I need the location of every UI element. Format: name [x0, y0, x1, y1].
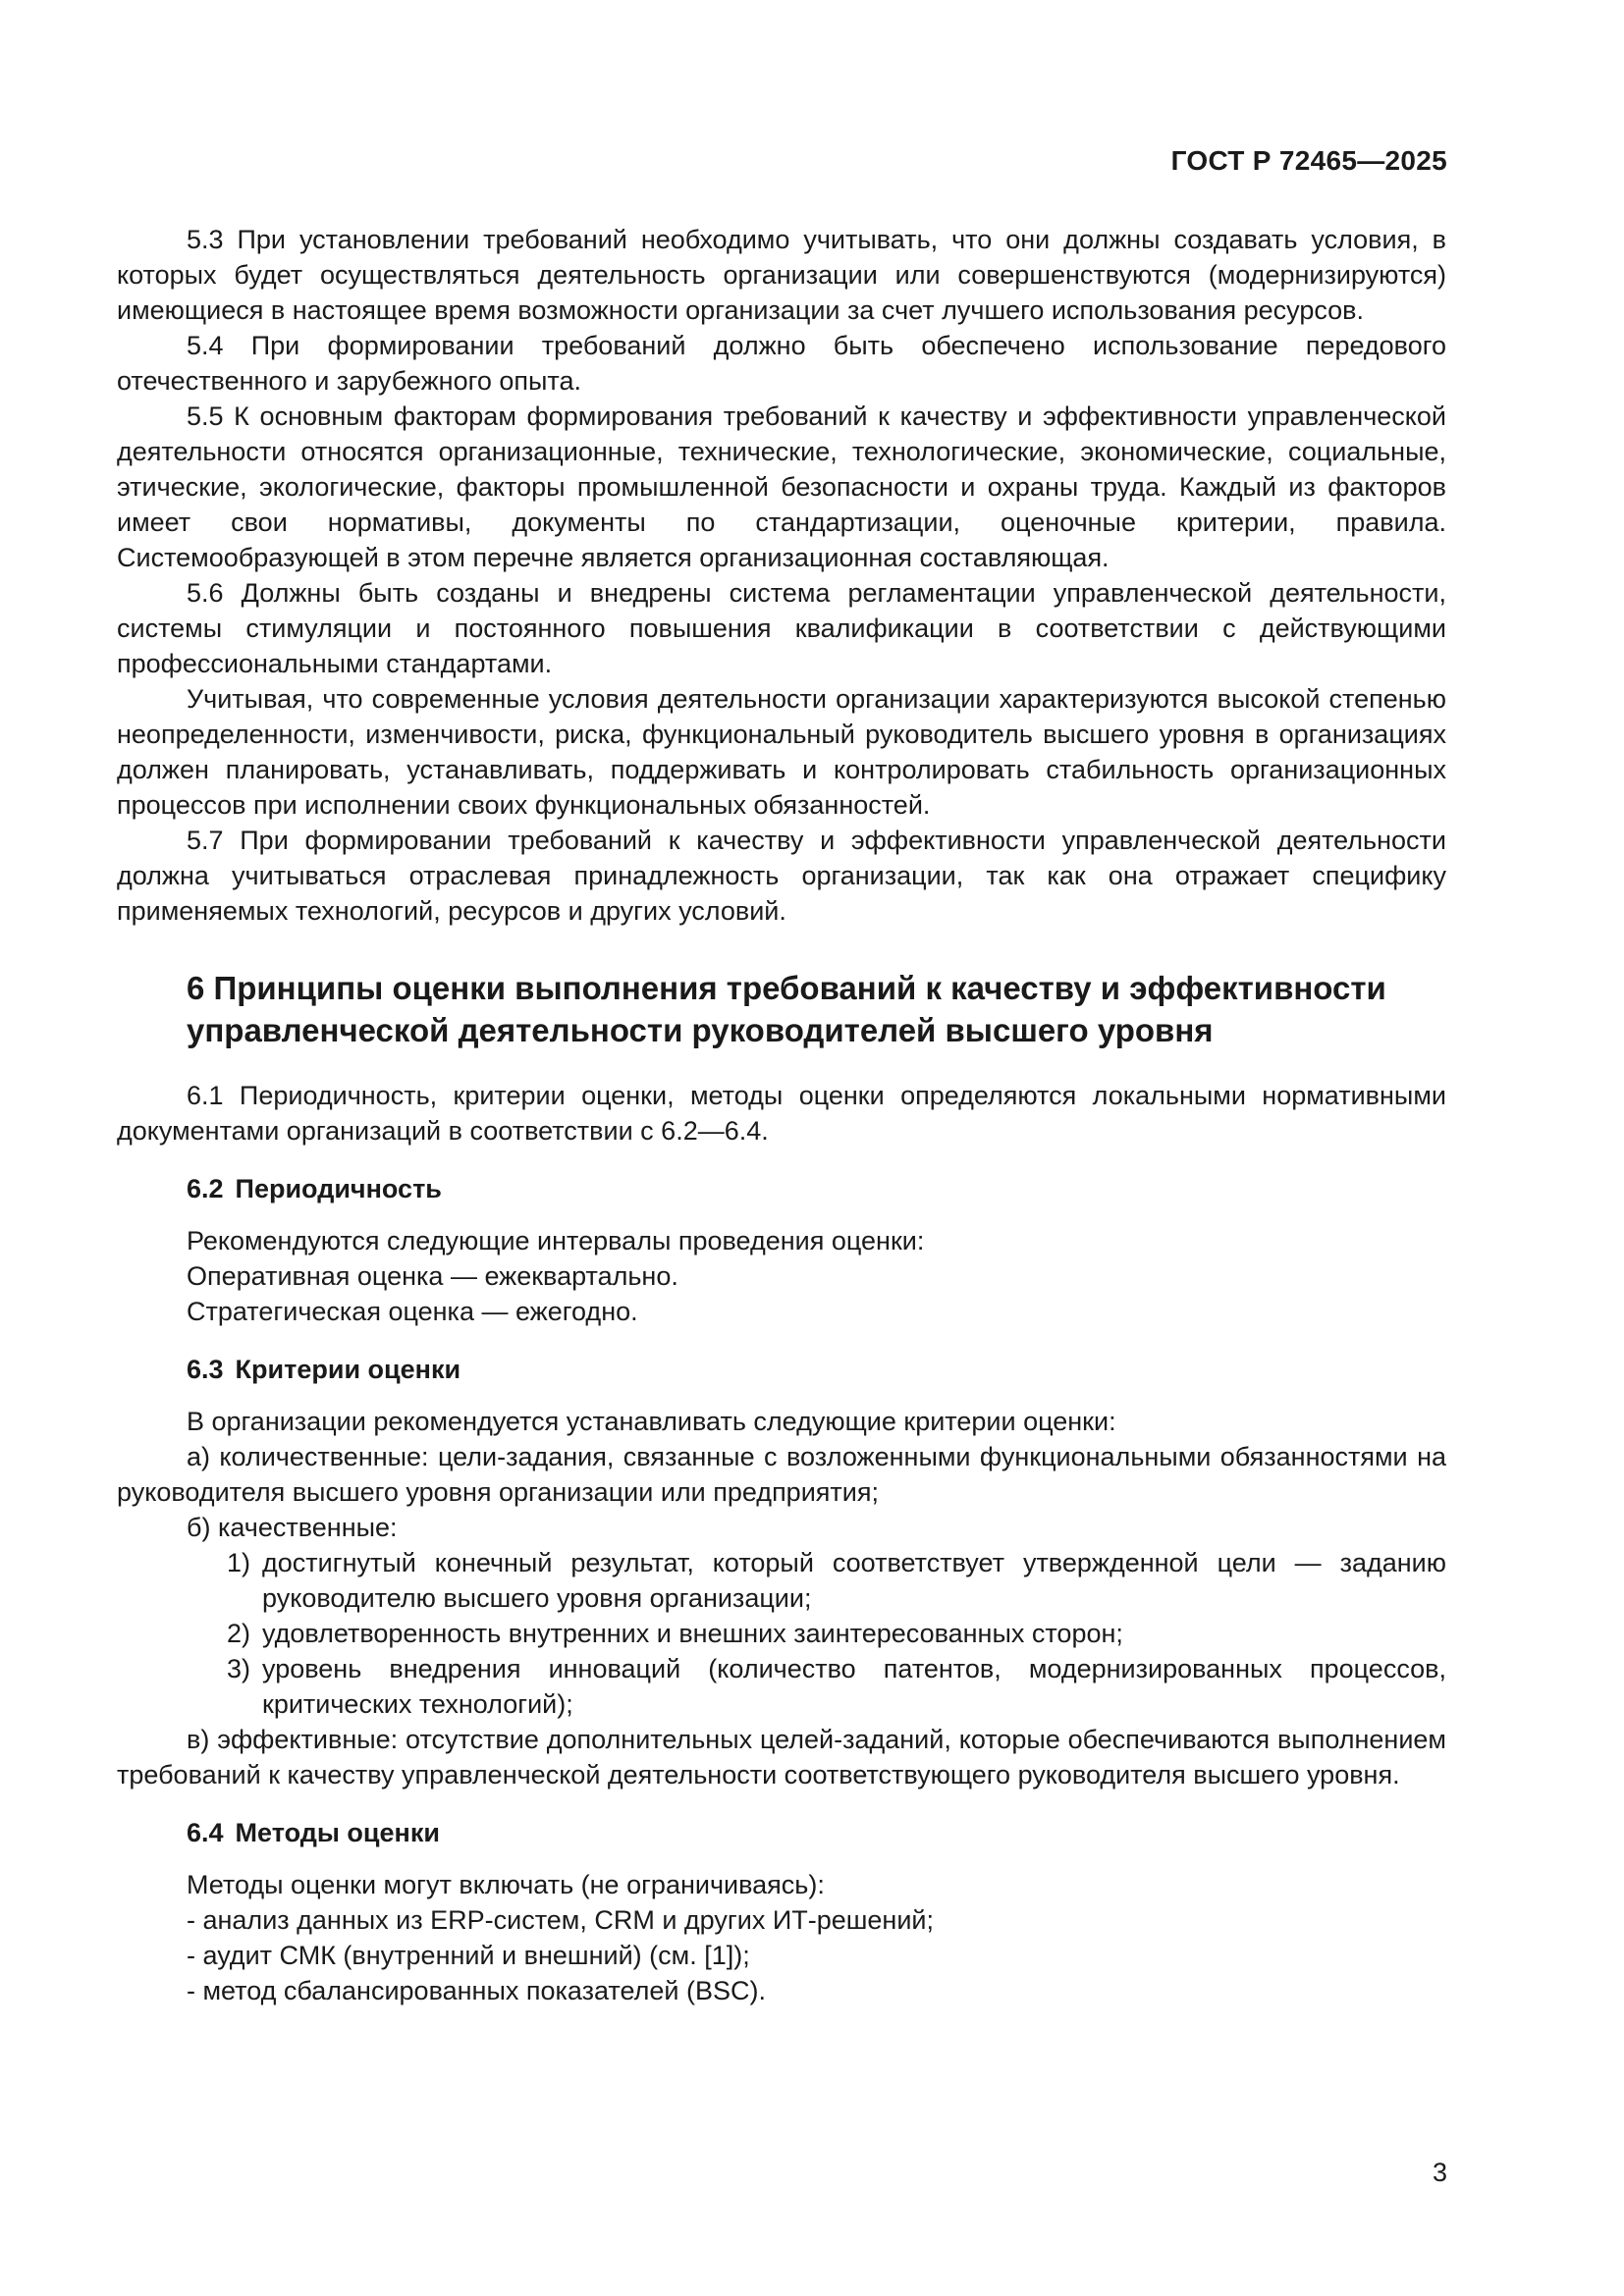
criteria-item-a: а) количественные: цели-задания, связанные с возложенными функциональными обязанностями на руководителя высшего уровня организации или предприятия; [117, 1442, 1446, 1507]
section-6-title-line-2: управленческой деятельности руководителей высшего уровня [187, 1012, 1214, 1048]
criteria-b-item-2-number: 2) [227, 1619, 251, 1648]
methods-item-1: - анализ данных из ERP-систем, CRM и других ИТ-решений; [187, 1905, 934, 1935]
section-6-title-line-1: 6 Принципы оценки выполнения требований к качеству и эффективности [187, 970, 1386, 1006]
subsection-6-4-number: 6.4 [187, 1818, 224, 1847]
criteria-intro: В организации рекомендуется устанавливать следующие критерии оценки: [187, 1407, 1116, 1436]
subsection-6-4-title [187, 1815, 1446, 1850]
page-content [117, 222, 1446, 2008]
subsection-6-3-number: 6.3 [187, 1355, 224, 1384]
criteria-b-item-2-text: удовлетворенность внутренних и внешних заинтересованных сторон; [262, 1619, 1123, 1648]
methods-item-2: - аудит СМК (внутренний и внешний) (см. [1]); [187, 1941, 750, 1970]
criteria-b-item-3 [227, 1651, 1446, 1722]
page-number: 3 [1432, 2158, 1447, 2187]
subsection-6-3-label: Критерии оценки [235, 1355, 461, 1384]
paragraph-5-5: 5.5 К основным факторам формирования требований к качеству и эффективности управленческой деятельности относятся организационные, технические, технологические, экономические, социальные, этические, экологические, факторы промышленной безопасности и охраны труда. Каждый из факторов имеет свои нормативы, документы по стандартизации, оценочные критерии, правила. Системообразующей в этом перечне является организационная составляющая. [117, 401, 1446, 572]
paragraph-5-7: 5.7 При формировании требований к качеству и эффективности управленческой деятельности должна учитываться отраслевая принадлежность организации, так как она отражает специфику применяемых технологий, ресурсов и других условий. [117, 826, 1446, 926]
paragraph-6-1: 6.1 Периодичность, критерии оценки, методы оценки определяются локальными нормативными документами организаций в соответствии с 6.2—6.4. [117, 1081, 1446, 1146]
criteria-b-item-2 [227, 1616, 1446, 1651]
criteria-item-b: б) качественные: [187, 1513, 398, 1542]
paragraph-5-6: 5.6 Должны быть созданы и внедрены система регламентации управленческой деятельности, системы стимуляции и постоянного повышения квалификации в соответствии с действующими профессиональными стандартами. [117, 578, 1446, 678]
subsection-6-2-title [187, 1171, 1446, 1206]
paragraph-5-4: 5.4 При формировании требований должно быть обеспечено использование передового отечественного и зарубежного опыта. [117, 331, 1446, 396]
subsection-6-3-title [187, 1352, 1446, 1387]
periodicity-strategic: Стратегическая оценка — ежегодно. [187, 1297, 638, 1326]
periodicity-intro: Рекомендуются следующие интервалы проведения оценки: [187, 1226, 925, 1255]
criteria-b-item-3-number: 3) [227, 1654, 251, 1683]
periodicity-operative: Оперативная оценка — ежеквартально. [187, 1261, 678, 1291]
document-number: ГОСТ Р 72465—2025 [1170, 145, 1447, 176]
paragraph-5-3: 5.3 При установлении требований необходимо учитывать, что они должны создавать условия, в которых будет осуществляться деятельность организации или совершенствуются (модернизируются) имеющиеся в настоящее время возможности организации за счет лучшего использования ресурсов. [117, 225, 1446, 325]
criteria-b-item-1-text: достигнутый конечный результат, который соответствует утвержденной цели — заданию руководителю высшего уровня организации; [262, 1548, 1446, 1613]
subsection-6-4-label: Методы оценки [235, 1818, 440, 1847]
criteria-item-c: в) эффективные: отсутствие дополнительных целей-заданий, которые обеспечиваются выполнением требований к качеству управленческой деятельности соответствующего руководителя высшего уровня. [117, 1725, 1446, 1789]
methods-intro: Методы оценки могут включать (не ограничиваясь): [187, 1870, 825, 1899]
section-6-title [187, 967, 1446, 1051]
paragraph-considering: Учитывая, что современные условия деятельности организации характеризуются высокой степенью неопределенности, изменчивости, риска, функциональный руководитель высшего уровня в организациях должен планировать, устанавливать, поддерживать и контролировать стабильность организационных процессов при исполнении своих функциональных обязанностей. [117, 684, 1446, 820]
subsection-6-2-label: Периодичность [235, 1174, 442, 1203]
criteria-b-item-1-number: 1) [227, 1548, 251, 1577]
subsection-6-2-number: 6.2 [187, 1174, 224, 1203]
criteria-b-item-1 [227, 1545, 1446, 1616]
criteria-b-item-3-text: уровень внедрения инноваций (количество патентов, модернизированных процессов, критических технологий); [262, 1654, 1446, 1719]
methods-item-3: - метод сбалансированных показателей (BSC). [187, 1976, 766, 2005]
